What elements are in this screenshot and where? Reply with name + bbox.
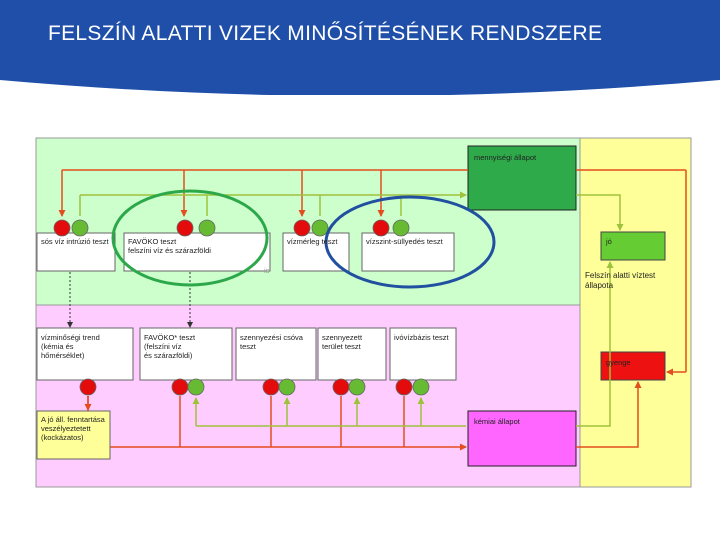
risk-label: A jó áll. fenntartása veszélyeztetett (kockázatos) bbox=[41, 415, 105, 442]
plume-test-label: szennyezési csóva teszt bbox=[240, 333, 303, 351]
trend-label: vízminőségi trend (kémia és hőmérséklet) bbox=[41, 333, 100, 360]
drinking-fail-node bbox=[396, 379, 412, 395]
area-test-label: szennyezett terület teszt bbox=[322, 333, 363, 351]
good-label: jó bbox=[606, 237, 612, 246]
balance-pass-node bbox=[312, 220, 328, 236]
trend-fail-node bbox=[80, 379, 96, 395]
page-title: FELSZÍN ALATTI VIZEK MINŐSÍTÉSÉNEK RENDSZERE bbox=[48, 22, 603, 45]
area-fail-node bbox=[333, 379, 349, 395]
area-pass-node bbox=[349, 379, 365, 395]
plume-fail-node bbox=[263, 379, 279, 395]
drinking-pass-node bbox=[413, 379, 429, 395]
overall-status-label: Felszín alatti víztest állapota bbox=[585, 271, 656, 290]
favoko-test-label-2: FAVÖKO* teszt (felszíni víz és szárazföldi) bbox=[144, 333, 196, 360]
quantity-status-label: mennyiségi állapot bbox=[474, 153, 537, 162]
salt-fail-node bbox=[54, 220, 70, 236]
favoko2-fail-node bbox=[172, 379, 188, 395]
plume-pass-node bbox=[279, 379, 295, 395]
balance-fail-node bbox=[294, 220, 310, 236]
poor-label: gyenge bbox=[606, 358, 631, 367]
favoko-test-label-1: FAVÖKO teszt felszíni víz és szárazföldi bbox=[128, 237, 211, 255]
water-balance-label: vízmérleg teszt bbox=[287, 237, 338, 246]
favoko-fail-node bbox=[177, 220, 193, 236]
favoko-pass-node bbox=[199, 220, 215, 236]
chemical-status-label: kémiai állapot bbox=[474, 417, 520, 426]
salt-test-label: sós víz intrúzió teszt bbox=[41, 237, 109, 246]
status-zone bbox=[580, 138, 691, 487]
favoko2-pass-node bbox=[188, 379, 204, 395]
salt-pass-node bbox=[72, 220, 88, 236]
level-drop-label: vízszint-süllyedés teszt bbox=[366, 237, 443, 246]
drinking-test-label: ivóvízbázis teszt bbox=[394, 333, 449, 342]
level-fail-node bbox=[373, 220, 389, 236]
level-pass-node bbox=[393, 220, 409, 236]
faint-mark: is bbox=[264, 266, 270, 275]
